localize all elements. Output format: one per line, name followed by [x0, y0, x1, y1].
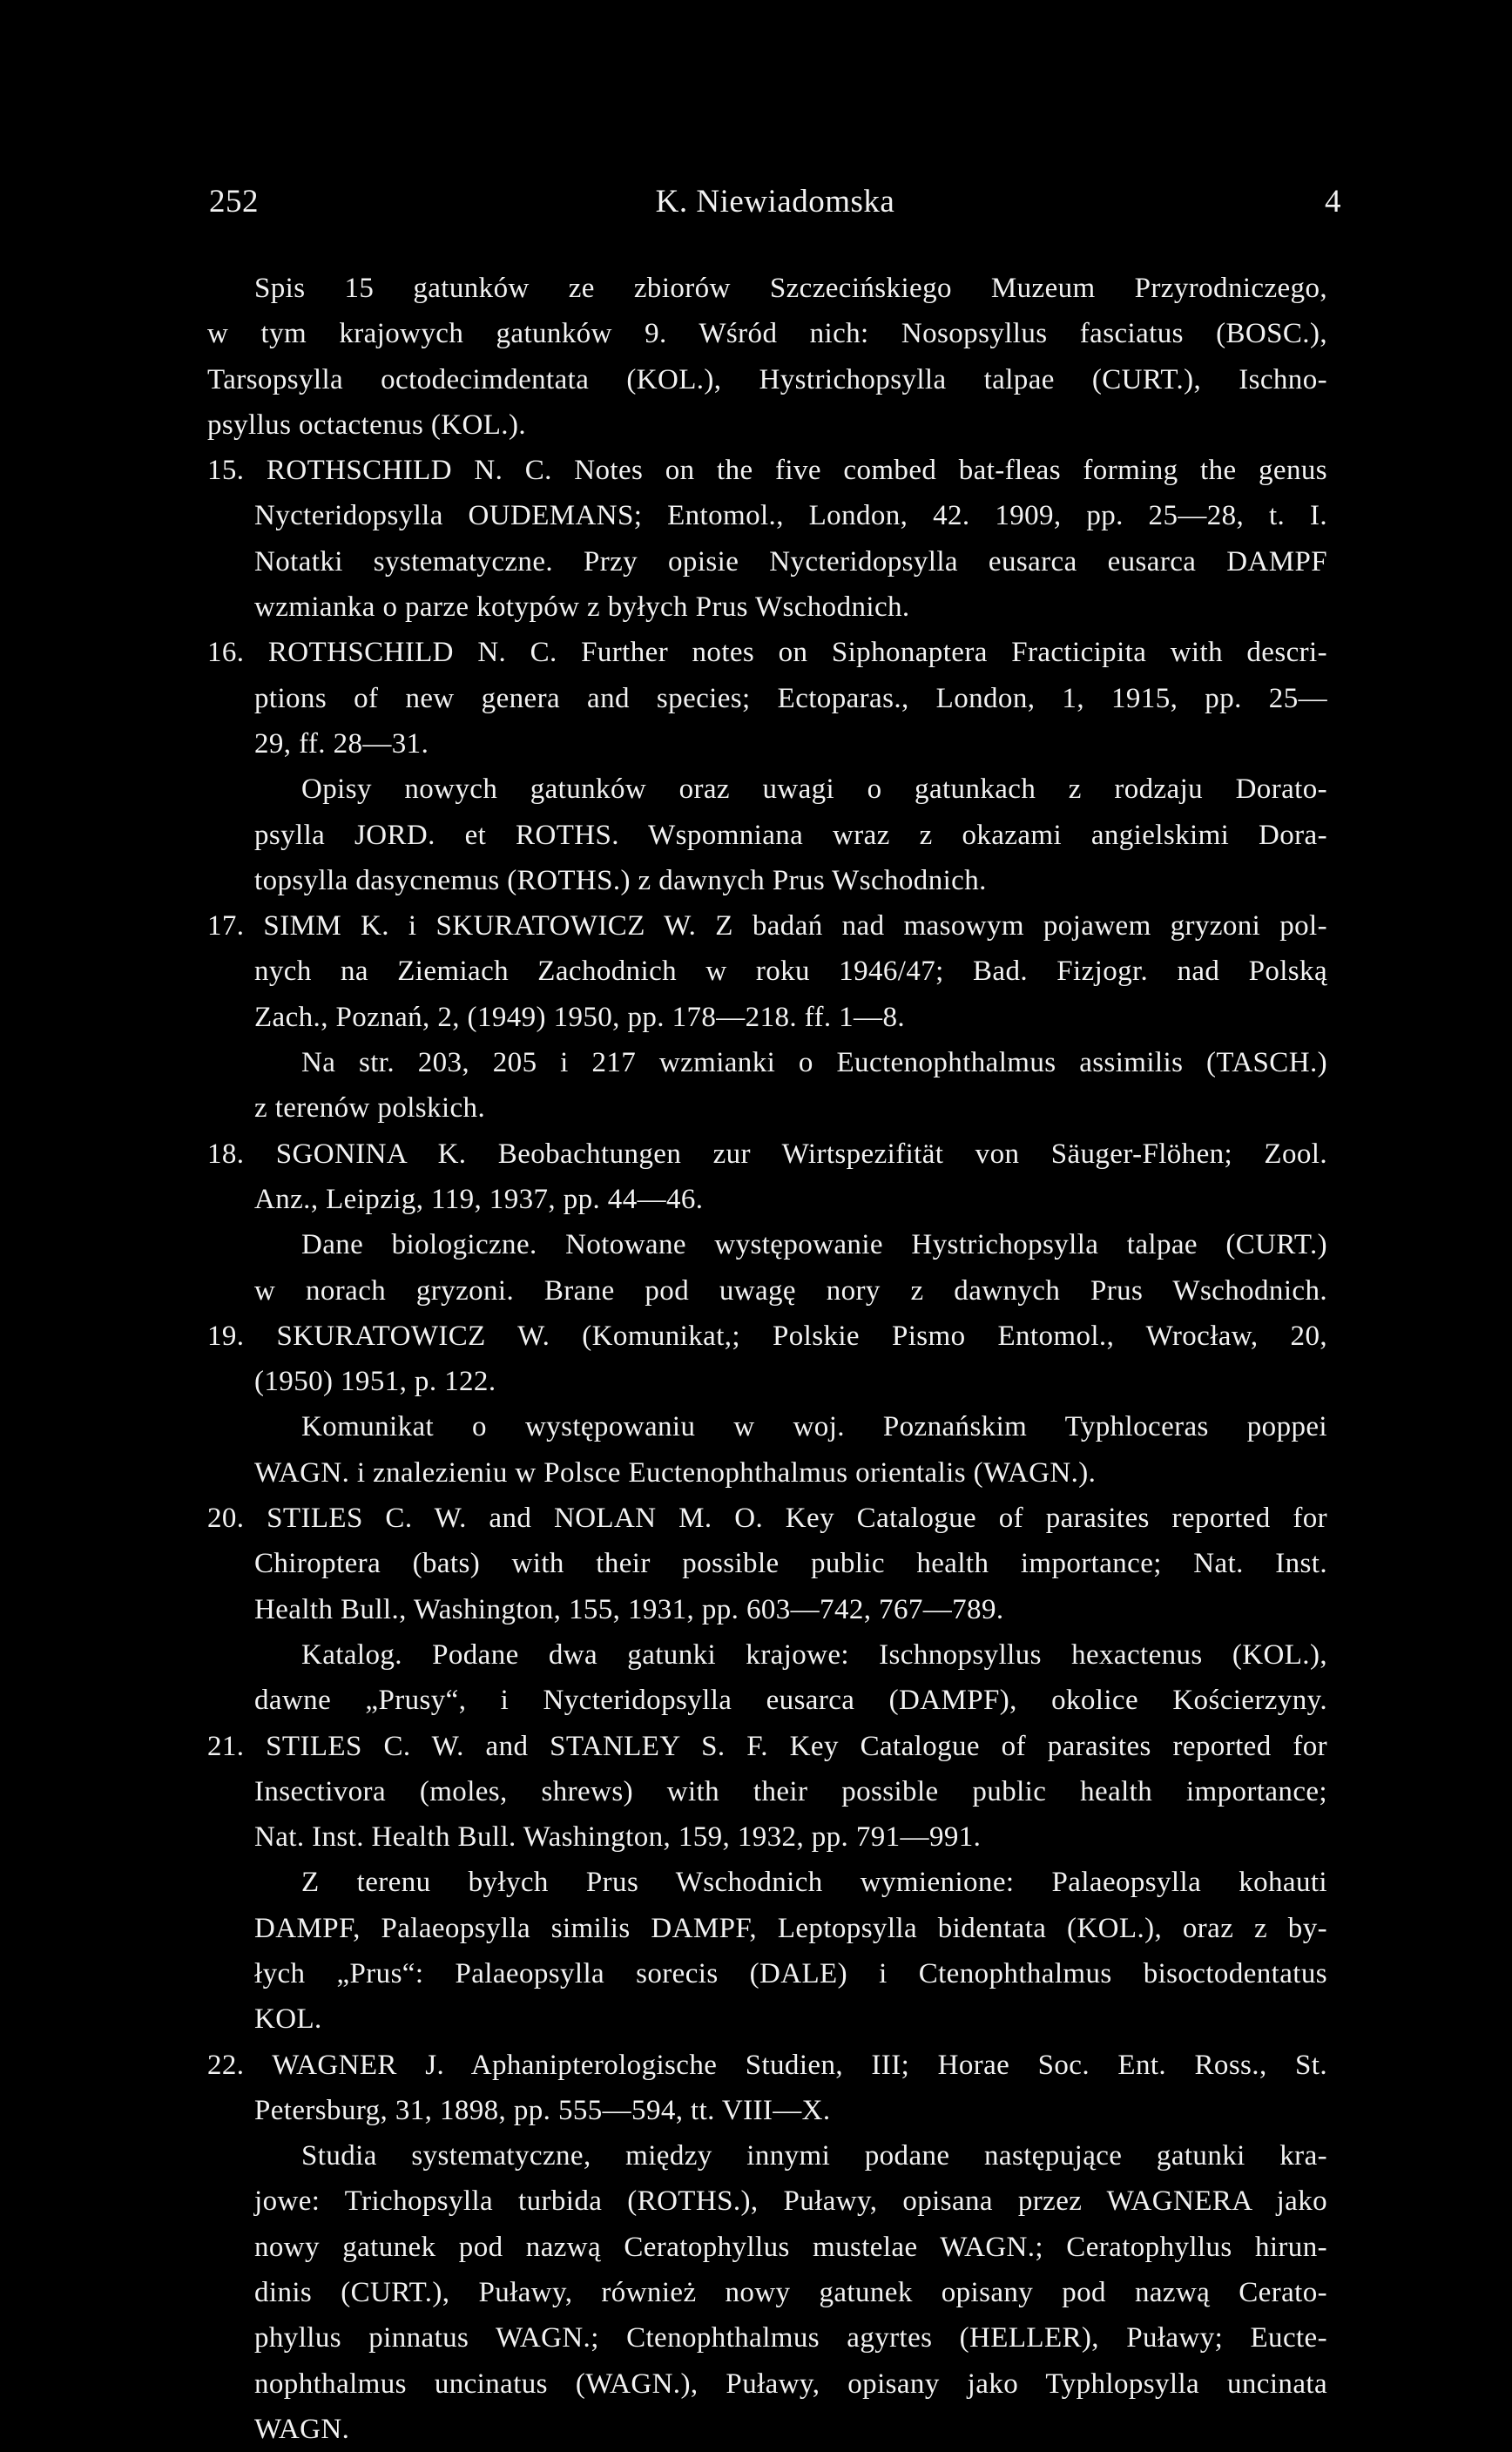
bib-entry-19: 19. SKURATOWICZ W. (Komunikat,; Polskie Pismo Entomol., Wrocław, 20, [207, 1320, 1327, 1352]
bib-entry-16: 16. ROTHSCHILD N. C. Further notes on Siphonaptera Fracticipita with descri- [207, 637, 1327, 669]
text-line: dinis (CURT.), Puławy, również nowy gatunek opisany pod nazwą Cerato- [254, 2277, 1327, 2309]
text-line: Notatki systematyczne. Przy opisie Nycteridopsylla eusarca eusarca DAMPF [254, 545, 1327, 578]
text-line: Na str. 203, 205 i 217 wzmianki o Euctenophthalmus assimilis (TASCH.) [301, 1047, 1327, 1079]
bib-entry-21: 21. STILES C. W. and STANLEY S. F. Key Catalogue of parasites reported for [207, 1730, 1327, 1762]
text-line: dawne „Prusy“, i Nycteridopsylla eusarca (DAMPF), okolice Kościerzyny. [254, 1685, 1327, 1717]
text-line: Nycteridopsylla OUDEMANS; Entomol., London, 42. 1909, pp. 25—28, t. I. [254, 500, 1327, 532]
text-line: z terenów polskich. [254, 1092, 486, 1125]
text-line: phyllus pinnatus WAGN.; Ctenophthalmus agyrtes (HELLER), Puławy; Eucte- [254, 2322, 1327, 2354]
bib-entry-18: 18. SGONINA K. Beobachtungen zur Wirtspezifität von Säuger-Flöhen; Zool. [207, 1138, 1327, 1170]
text-line: ptions of new genera and species; Ectoparas., London, 1, 1915, pp. 25— [254, 682, 1327, 714]
bib-entry-17: 17. SIMM K. i SKURATOWICZ W. Z badań nad masowym pojawem gryzoni pol- [207, 910, 1327, 942]
text-line: Spis 15 gatunków ze zbiorów Szczecińskiego Muzeum Przyrodniczego, [254, 273, 1327, 304]
text-line: Komunikat o występowaniu w woj. Poznańskim Typhloceras poppei [301, 1411, 1327, 1443]
text-line: 29, ff. 28—31. [254, 727, 429, 760]
text-line: nophthalmus uncinatus (WAGN.), Puławy, opisany jako Typhlopsylla uncinata [254, 2368, 1327, 2400]
section-number: 4 [1325, 184, 1341, 220]
text-line: Petersburg, 31, 1898, pp. 555—594, tt. VIII—X. [254, 2094, 831, 2126]
running-header [209, 183, 1341, 232]
text-line: w norach gryzoni. Brane pod uwagę nory z dawnych Prus Wschodnich. [254, 1274, 1327, 1307]
text-line: wzmianka o parze kotypów z byłych Prus Wschodnich. [254, 591, 910, 624]
text-line: KOL. [254, 2003, 322, 2036]
bibliography-body [207, 266, 1327, 2452]
running-author: K. Niewiadomska [655, 184, 895, 220]
text-line: nych na Ziemiach Zachodnich w roku 1946/47; Bad. Fizjogr. nad Polską [254, 956, 1327, 988]
text-line: Opisy nowych gatunków oraz uwagi o gatunkach z rodzaju Dorato- [301, 773, 1327, 806]
text-line: WAGN. [254, 2413, 350, 2445]
text-line: psylla JORD. et ROTHS. Wspomniana wraz z okazami angielskimi Dora- [254, 819, 1327, 851]
text-line: Zach., Poznań, 2, (1949) 1950, pp. 178—218. ff. 1—8. [254, 1001, 906, 1033]
text-line: Studia systematyczne, między innymi podane następujące gatunki kra- [301, 2140, 1327, 2172]
text-line: (1950) 1951, p. 122. [254, 1366, 496, 1398]
text-line: Z terenu byłych Prus Wschodnich wymienione: Palaeopsylla kohauti [301, 1867, 1327, 1899]
text-line: w tym krajowych gatunków 9. Wśród nich: Nosopsyllus fasciatus (BOSC.), [207, 318, 1327, 350]
text-line: Tarsopsylla octodecimdentata (KOL.), Hystrichopsylla talpae (CURT.), Ischno- [207, 363, 1327, 395]
text-line: Health Bull., Washington, 155, 1931, pp. 603—742, 767—789. [254, 1593, 1004, 1625]
text-line: jowe: Trichopsylla turbida (ROTHS.), Puławy, opisana przez WAGNERA jako [254, 2185, 1327, 2218]
bib-entry-22: 22. WAGNER J. Aphanipterologische Studien, III; Horae Soc. Ent. Ross., St. [207, 2049, 1327, 2081]
text-line: WAGN. i znalezieniu w Polsce Euctenophthalmus orientalis (WAGN.). [254, 1456, 1097, 1489]
text-line: Chiroptera (bats) with their possible public health importance; Nat. Inst. [254, 1548, 1327, 1580]
text-line: łych „Prus“: Palaeopsylla sorecis (DALE) i Ctenophthalmus bisoctodentatus [254, 1957, 1327, 1989]
text-line: Katalog. Podane dwa gatunki krajowe: Ischnopsyllus hexactenus (KOL.), [301, 1638, 1327, 1671]
text-line: DAMPF, Palaeopsylla similis DAMPF, Leptopsylla bidentata (KOL.), oraz z by- [254, 1912, 1327, 1944]
text-line: psyllus octactenus (KOL.). [207, 409, 526, 441]
text-line: nowy gatunek pod nazwą Ceratophyllus mustelae WAGN.; Ceratophyllus hirun- [254, 2231, 1327, 2263]
text-line: Insectivora (moles, shrews) with their possible public health importance; [254, 1775, 1327, 1807]
bib-entry-15: 15. ROTHSCHILD N. C. Notes on the five combed bat-fleas forming the genus [207, 455, 1327, 487]
bib-entry-20: 20. STILES C. W. and NOLAN M. O. Key Catalogue of parasites reported for [207, 1503, 1327, 1535]
text-line: topsylla dasycnemus (ROTHS.) z dawnych Prus Wschodnich. [254, 864, 987, 896]
page-number: 252 [209, 184, 259, 220]
text-line: Nat. Inst. Health Bull. Washington, 159, 1932, pp. 791—991. [254, 1821, 982, 1854]
text-line: Anz., Leipzig, 119, 1937, pp. 44—46. [254, 1183, 704, 1215]
text-line: Dane biologiczne. Notowane występowanie Hystrichopsylla talpae (CURT.) [301, 1229, 1327, 1261]
